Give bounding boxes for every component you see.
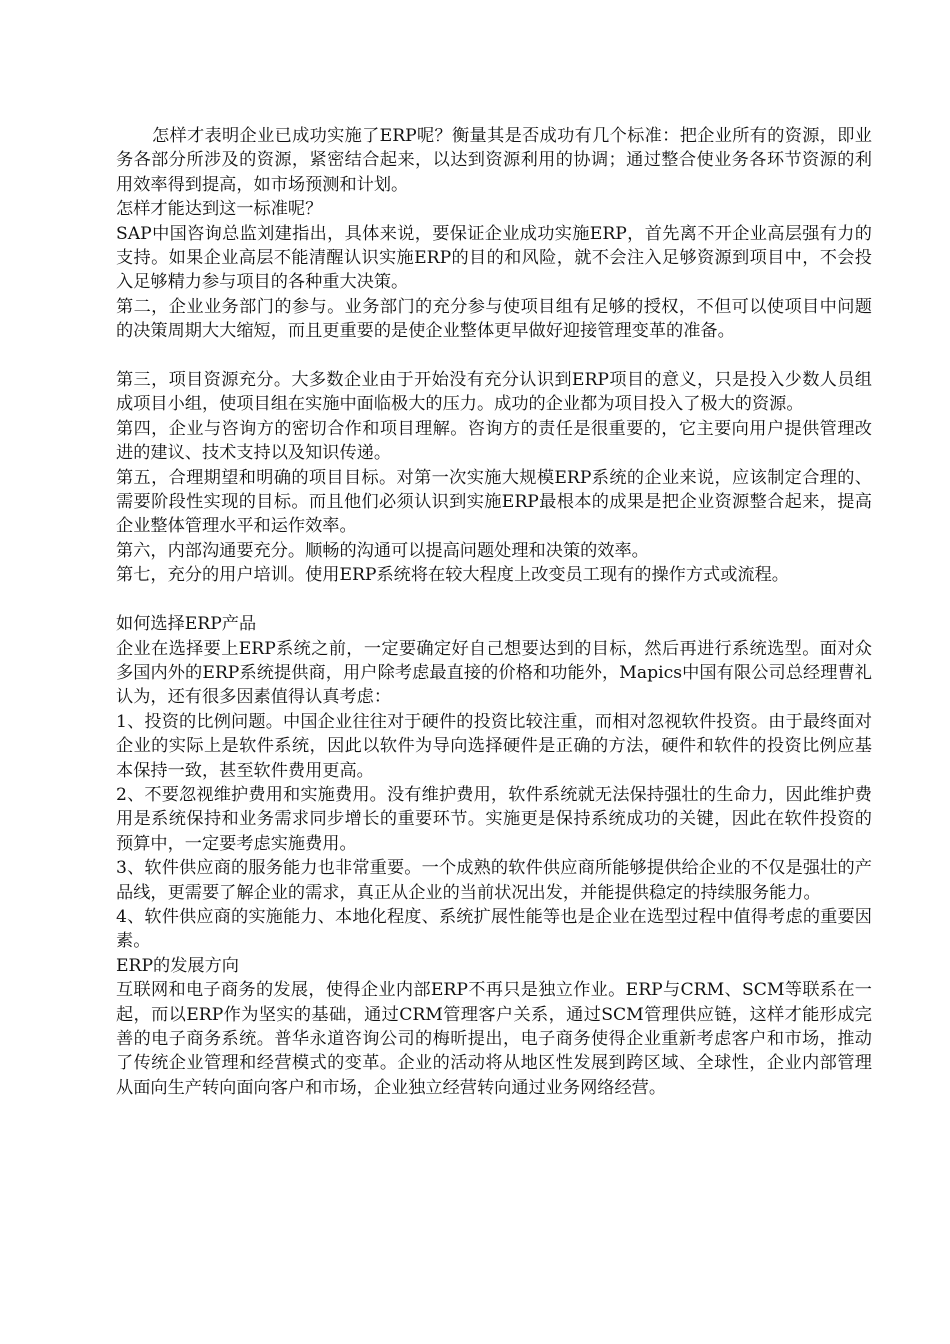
paragraph-point-5: 第五，合理期望和明确的项目目标。对第一次实施大规模ERP系统的企业来说，应该制定合理的、需要阶段性实现的目标。而且他们必须认识到实施ERP最根本的成果是把企业资源整合起来，提高企业整体管理水平和运作效率。 — [116, 467, 872, 537]
paragraph-intro: 怎样才表明企业已成功实施了ERP呢？衡量其是否成功有几个标准：把企业所有的资源，即业务各部分所涉及的资源，紧密结合起来，以达到资源利用的协调；通过整合使业务各环节资源的利用效率得到提高，如市场预测和计划。 — [116, 126, 872, 195]
paragraph-point-2: 第二，企业业务部门的参与。业务部门的充分参与使项目组有足够的授权，不但可以使项目中问题的决策周期大大缩短，而且更重要的是使企业整体更早做好迎接管理变革的准备。 — [116, 296, 872, 342]
blank-line — [116, 344, 872, 368]
paragraph-direction: 互联网和电子商务的发展，使得企业内部ERP不再只是独立作业。ERP与CRM、SCM等联系在一起，而以ERP作为坚实的基础，通过CRM管理客户关系，通过SCM管理供应链，这样才能形成完善的电子商务系统。普华永道咨询公司的梅昕提出，电子商务使得企业重新考虑客户和市场，推动了传统企业管理和经营模式的变革。企业的活动将从地区性发展到跨区域、全球性，企业内部管理从面向生产转向面向客户和市场，企业独立经营转向通过业务网络经营。 — [116, 980, 872, 1098]
section-heading-selection: 如何选择ERP产品 — [116, 614, 257, 635]
paragraph-point-7: 第七，充分的用户培训。使用ERP系统将在较大程度上改变员工现有的操作方式或流程。 — [116, 565, 789, 586]
paragraph-factor-4: 4、软件供应商的实施能力、本地化程度、系统扩展性能等也是企业在选型过程中值得考虑的重要因素。 — [116, 906, 872, 952]
section-heading-direction: ERP的发展方向 — [116, 955, 239, 976]
paragraph-factor-1: 1、投资的比例问题。中国企业往往对于硬件的投资比较注重，而相对忽视软件投资。由于最终面对企业的实际上是软件系统，因此以软件为导向选择硬件是正确的方法，硬件和软件的投资比例应基本保持一致，甚至软件费用更高。 — [116, 711, 872, 781]
paragraph-point-4: 第四，企业与咨询方的密切合作和项目理解。咨询方的责任是很重要的，它主要向用户提供管理改进的建议、技术支持以及知识传递。 — [116, 418, 872, 464]
paragraph-factor-3: 3、软件供应商的服务能力也非常重要。一个成熟的软件供应商所能够提供给企业的不仅是强壮的产品线，更需要了解企业的需求，真正从企业的当前状况出发，并能提供稳定的持续服务能力。 — [116, 858, 872, 903]
paragraph-point-1: SAP中国咨询总监刘建指出，具体来说，要保证企业成功实施ERP，首先离不开企业高层强有力的支持。如果企业高层不能清醒认识实施ERP的目的和风险，就不会注入足够资源到项目中，不会投入足够精力参与项目的各种重大决策。 — [116, 223, 872, 293]
paragraph-point-3: 第三，项目资源充分。大多数企业由于开始没有充分认识到ERP项目的意义，只是投入少数人员组成项目小组，使项目组在实施中面临极大的压力。成功的企业都为项目投入了极大的资源。 — [116, 370, 872, 415]
paragraph-point-6: 第六，内部沟通要充分。顺畅的沟通可以提高问题处理和决策的效率。 — [116, 540, 649, 561]
paragraph-factor-2: 2、不要忽视维护费用和实施费用。没有维护费用，软件系统就无法保持强壮的生命力，因此维护费用是系统保持和业务需求同步增长的重要环节。实施更是保持系统成功的关键，因此在软件投资的预算中，一定要考虑实施费用。 — [116, 784, 872, 854]
paragraph-selection-intro: 企业在选择要上ERP系统之前，一定要确定好自己想要达到的目标，然后再进行系统选型。面对众多国内外的ERP系统提供商，用户除考虑最直接的价格和功能外，Mapics中国有限公司总经理曹礼认为，还有很多因素值得认真考虑： — [116, 638, 872, 708]
blank-line — [116, 588, 872, 612]
paragraph-question: 怎样才能达到这一标准呢？ — [116, 199, 323, 220]
document-body — [116, 124, 872, 1100]
